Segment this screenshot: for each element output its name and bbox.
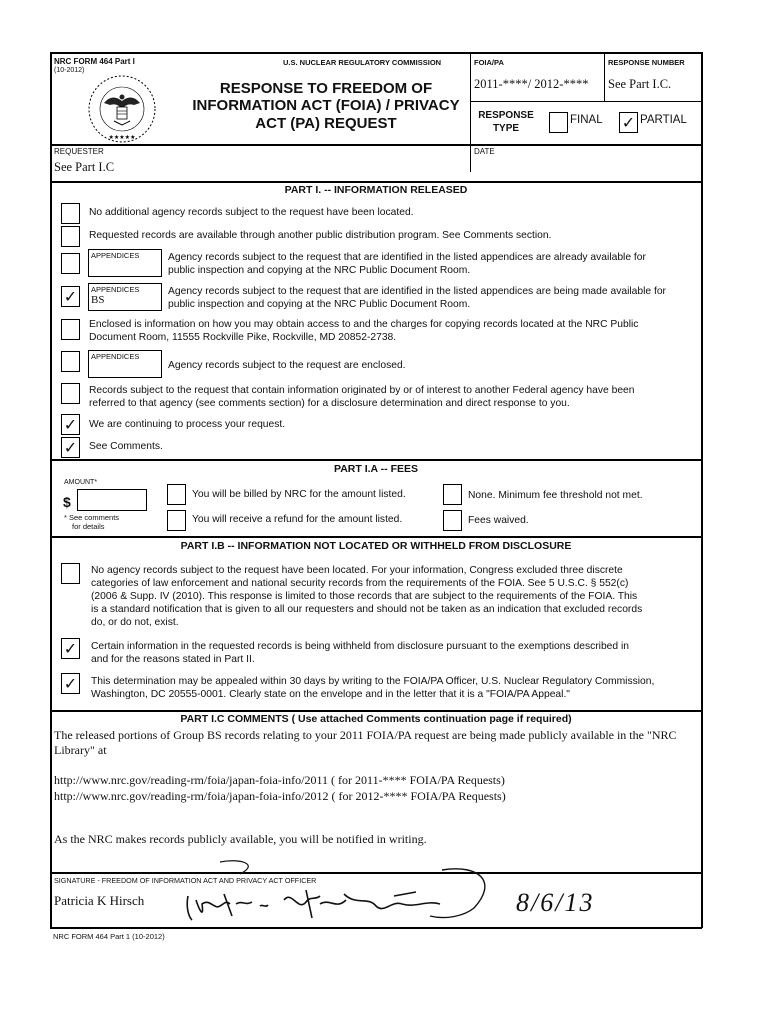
part1-item-text: No additional agency records subject to the request have been located. [89, 207, 414, 218]
part1b-item-text: No agency records subject to the request have been located. For your information, Congress excluded three discrete categories of law enforcement and national security records from the requirements of the FOIA. See 5 U.S.C. § 552(c) (2006 & Supp. IV (2010). This response is limited to those records that are subject to the requirements of the FOIA. This is a standard notification that is given to all our requesters and should not be taken as an indication that excluded records do, or do not, exist. [91, 565, 643, 628]
final-checkbox[interactable] [549, 112, 568, 133]
final-label: FINAL [570, 114, 603, 126]
comments-urls [54, 773, 506, 804]
response-number-label: RESPONSE NUMBER [608, 58, 685, 67]
part1a-title: PART I.A -- FEES [334, 463, 418, 475]
amount-input[interactable] [77, 489, 147, 511]
url-2012[interactable]: http://www.nrc.gov/reading-rm/foia/japan-foia-info/2012 ( for 2012-**** FOIA/PA Requests) [54, 788, 506, 803]
signature-label: SIGNATURE - FREEDOM OF INFORMATION ACT AND PRIVACY ACT OFFICER [54, 876, 317, 885]
form-title-line3: ACT (PA) REQUEST [255, 115, 397, 132]
part1b-item-checkbox[interactable]: ✓ [61, 638, 80, 659]
currency-symbol: $ [63, 494, 71, 510]
part1-item-checkbox[interactable] [61, 319, 80, 340]
part1-item-checkbox[interactable] [61, 203, 80, 224]
part1-item-checkbox[interactable]: ✓ [61, 437, 80, 458]
signature-scribble-icon [180, 860, 510, 930]
foia-label: FOIA/PA [474, 58, 504, 67]
none-checkbox[interactable] [443, 484, 462, 505]
eagle-seal-icon [86, 73, 158, 145]
foia-number: 2011-****/ 2012-**** [474, 77, 589, 91]
part1-item-text: Records subject to the request that contain information originated by or of interest to another Federal agency have been referred to that agency (see comments section) for a disclosure determination and direct response to you. [89, 385, 635, 409]
requester-label: REQUESTER [54, 147, 104, 156]
footer-form-id: NRC FORM 464 Part 1 (10-2012) [53, 932, 165, 941]
form-title-line1: RESPONSE TO FREEDOM OF [219, 80, 433, 97]
part1b-item-checkbox[interactable] [61, 563, 80, 584]
nrc-seal [86, 73, 158, 145]
appendices-box[interactable]: APPENDICES [88, 350, 162, 378]
see-comments-note: * See comments for details [64, 513, 120, 531]
part1-item-text: Agency records subject to the request that are identified in the listed appendices are being made available for public inspection and copying at the NRC Public Document Room. [168, 286, 666, 310]
handwritten-date: 8/6/13 [516, 888, 595, 917]
part1-item-checkbox[interactable] [61, 351, 80, 372]
form-id: NRC FORM 464 Part I [54, 57, 135, 66]
refund-text: You will receive a refund for the amount listed. [192, 514, 403, 525]
part1-item-checkbox[interactable]: ✓ [61, 286, 80, 307]
waived-checkbox[interactable] [443, 510, 462, 531]
handwritten-signature [180, 860, 510, 930]
part1-item-text: Agency records subject to the request that are identified in the listed appendices are already available for public inspection and copying at the NRC Public Document Room. [168, 252, 646, 276]
comments-text: The released portions of Group BS records relating to your 2011 FOIA/PA request are being made publicly available in the "NRC Library" at [54, 728, 677, 757]
part1-item-text: We are continuing to process your request. [89, 419, 286, 430]
none-text: None. Minimum fee threshold not met. [468, 490, 643, 501]
agency-name: U.S. NUCLEAR REGULATORY COMMISSION [283, 58, 442, 67]
amount-label: AMOUNT* [64, 479, 98, 486]
signer-name: Patricia K Hirsch [54, 893, 145, 908]
part1-item-text: See Comments. [89, 441, 163, 452]
partial-checkbox[interactable]: ✓ [619, 112, 638, 133]
response-number-value: See Part I.C. [608, 77, 672, 91]
part1-item-checkbox[interactable] [61, 253, 80, 274]
part1c-title: PART I.C COMMENTS ( Use attached Comments continuation page if required) [180, 713, 572, 725]
billed-checkbox[interactable] [167, 484, 186, 505]
part1b-title: PART I.B -- INFORMATION NOT LOCATED OR WITHHELD FROM DISCLOSURE [180, 540, 572, 552]
appendices-box[interactable]: APPENDICES [88, 249, 162, 277]
comments-closing: As the NRC makes records publicly available, you will be notified in writing. [54, 832, 427, 846]
response-type-label: RESPONSE TYPE [478, 110, 534, 134]
part1-item-text: Agency records subject to the request are enclosed. [168, 360, 406, 371]
form-date: (10-2012) [54, 67, 85, 74]
part1b-item-text: This determination may be appealed within 30 days by writing to the FOIA/PA Officer, U.S. Nuclear Regulatory Commission, Washington, DC 20555-0001. Clearly state on the envelope and in the letter that it is a "FOIA/PA Appeal." [91, 676, 655, 700]
refund-checkbox[interactable] [167, 510, 186, 531]
part1-item-checkbox[interactable]: ✓ [61, 414, 80, 435]
svg-text:★★★★★: ★★★★★ [108, 134, 136, 141]
partial-label: PARTIAL [640, 114, 687, 126]
form-title-line2: INFORMATION ACT (FOIA) / PRIVACY [192, 97, 460, 114]
part1-item-text: Requested records are available through another public distribution program. See Comments section. [89, 230, 552, 241]
requester-value: See Part I.C [54, 160, 115, 174]
part1-item-text: Enclosed is information on how you may obtain access to and the charges for copying records located at the NRC Public Document Room, 11555 Rockville Pike, Rockville, MD 20852-2738. [89, 319, 639, 343]
part1b-item-text: Certain information in the requested records is being withheld from disclosure pursuant to the exemptions described in and for the reasons stated in Part II. [91, 641, 630, 665]
part1-item-checkbox[interactable] [61, 383, 80, 404]
billed-text: You will be billed by NRC for the amount listed. [192, 489, 406, 500]
appendices-box[interactable]: APPENDICES BS [88, 283, 162, 311]
url-2011[interactable]: http://www.nrc.gov/reading-rm/foia/japan-foia-info/2011 ( for 2011-**** FOIA/PA Requests) [54, 773, 505, 787]
waived-text: Fees waived. [468, 515, 529, 526]
part1-title: PART I. -- INFORMATION RELEASED [284, 184, 468, 196]
date-label: DATE [474, 147, 495, 156]
part1-item-checkbox[interactable] [61, 226, 80, 247]
part1b-item-checkbox[interactable]: ✓ [61, 673, 80, 694]
